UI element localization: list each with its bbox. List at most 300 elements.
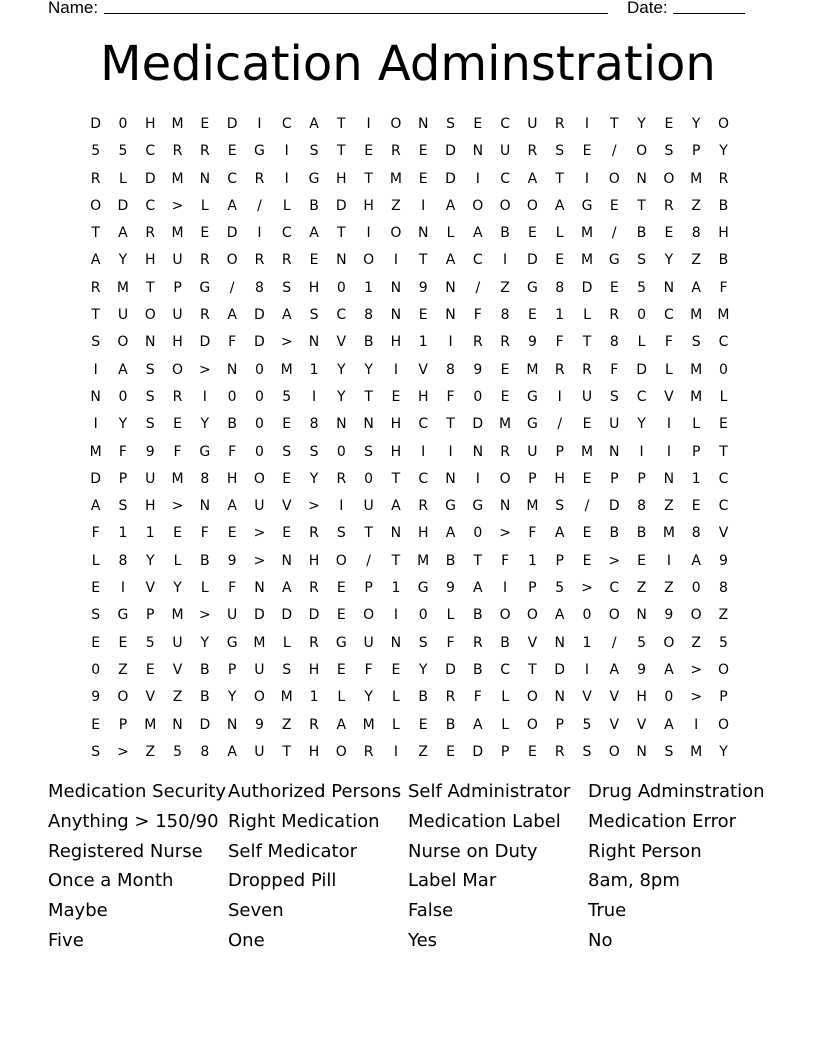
grid-letter: D	[554, 661, 566, 678]
grid-letter: T	[446, 416, 455, 433]
grid-letter: U	[254, 743, 265, 760]
grid-letter: M	[690, 170, 703, 187]
grid-letter: 0	[118, 388, 128, 405]
grid-letter: C	[500, 170, 510, 187]
grid-letter: A	[336, 716, 347, 733]
grid-letter: E	[719, 416, 728, 433]
grid-letter: 0	[691, 580, 701, 597]
grid-letter: D	[199, 334, 211, 351]
grid-letter: R	[472, 634, 483, 651]
grid-letter: >	[171, 498, 184, 515]
grid-letter: U	[363, 634, 374, 651]
grid-letter: N	[554, 689, 565, 706]
grid-letter: D	[636, 361, 647, 378]
grid-letter: 0	[254, 361, 264, 378]
grid-letter: E	[664, 225, 674, 242]
grid-letter: V	[145, 580, 156, 597]
grid-letter: /	[611, 634, 617, 651]
grid-letter: A	[309, 116, 319, 132]
grid-letter: V	[336, 334, 347, 351]
grid-letter: S	[282, 279, 292, 296]
grid-letter: R	[309, 525, 319, 542]
grid-row	[82, 466, 737, 493]
grid-letter: D	[226, 116, 238, 132]
grid-letter: L	[173, 552, 182, 569]
grid-letter: F	[228, 580, 237, 597]
grid-row	[82, 602, 737, 629]
grid-letter: O	[335, 743, 347, 760]
grid-letter: D	[445, 143, 456, 160]
grid-letter: I	[257, 116, 262, 132]
grid-letter: P	[555, 716, 564, 733]
grid-letter: R	[500, 334, 510, 351]
grid-letter: V	[609, 689, 620, 706]
grid-letter: C	[500, 661, 510, 678]
grid-letter: /	[584, 498, 590, 515]
grid-letter: P	[555, 552, 564, 569]
grid-letter: Z	[664, 498, 674, 515]
grid-row	[82, 575, 737, 602]
grid-letter: Y	[637, 116, 646, 132]
grid-letter: L	[501, 689, 509, 706]
grid-letter: Z	[500, 279, 510, 296]
grid-letter: E	[582, 470, 592, 487]
word-list-item: Nurse on Duty	[408, 840, 538, 862]
grid-letter: B	[718, 197, 729, 214]
grid-letter: A	[473, 225, 483, 242]
grid-letter: N	[226, 716, 238, 733]
grid-letter: V	[172, 661, 183, 678]
grid-letter: Z	[691, 252, 701, 269]
grid-letter: 9	[637, 661, 647, 678]
grid-row	[82, 411, 737, 438]
grid-letter: H	[144, 116, 156, 132]
grid-letter: 0	[719, 361, 728, 378]
grid-row	[82, 439, 737, 466]
grid-letter: E	[91, 716, 101, 733]
grid-letter: 8	[691, 525, 701, 542]
grid-letter: M	[690, 743, 703, 760]
grid-letter: Y	[227, 689, 237, 706]
grid-letter: 5	[145, 634, 155, 651]
grid-letter: P	[173, 279, 182, 296]
word-column	[408, 777, 570, 956]
grid-letter: Y	[719, 743, 728, 760]
grid-letter: I	[584, 116, 590, 132]
worksheet-header	[48, 0, 768, 20]
grid-letter: 8	[254, 279, 264, 296]
grid-letter: E	[91, 634, 101, 651]
grid-letter: I	[366, 116, 371, 132]
grid-letter: E	[527, 307, 537, 324]
grid-letter: G	[199, 443, 211, 460]
grid-letter: 0	[364, 470, 374, 487]
grid-letter: A	[664, 716, 674, 733]
grid-letter: C	[472, 252, 483, 269]
grid-letter: G	[417, 580, 429, 597]
grid-letter: L	[501, 716, 509, 733]
grid-letter: P	[528, 470, 537, 487]
grid-letter: O	[526, 197, 538, 214]
grid-letter: Y	[337, 361, 346, 378]
grid-letter: S	[91, 334, 101, 351]
grid-letter: 8	[118, 552, 128, 569]
grid-row	[82, 384, 737, 411]
grid-letter: B	[609, 525, 620, 542]
grid-letter: N	[390, 279, 402, 296]
grid-letter: V	[145, 689, 156, 706]
grid-letter: O	[499, 197, 511, 214]
grid-letter: D	[199, 716, 211, 733]
grid-letter: R	[363, 743, 374, 760]
grid-letter: I	[120, 580, 126, 597]
grid-letter: B	[227, 416, 237, 433]
grid-letter: F	[555, 334, 564, 351]
grid-letter: T	[337, 143, 346, 160]
grid-letter: F	[200, 525, 209, 542]
grid-letter: 9	[446, 580, 455, 597]
grid-letter: T	[391, 470, 401, 487]
grid-letter: /	[611, 225, 617, 242]
grid-letter: O	[608, 607, 620, 624]
grid-letter: T	[418, 252, 428, 269]
grid-letter: 5	[637, 634, 647, 651]
grid-row	[82, 520, 737, 547]
grid-letter: N	[363, 416, 374, 433]
word-list-item: Medication Security	[48, 781, 227, 802]
grid-letter: M	[171, 116, 184, 132]
grid-letter: T	[473, 552, 483, 569]
grid-letter: G	[472, 498, 484, 515]
grid-letter: 5	[582, 716, 592, 733]
grid-letter: U	[363, 498, 374, 515]
grid-letter: H	[417, 525, 429, 542]
grid-letter: S	[609, 388, 619, 405]
grid-letter: P	[500, 743, 510, 760]
grid-letter: A	[281, 580, 292, 597]
grid-letter: 1	[555, 307, 565, 324]
grid-letter: Z	[145, 743, 156, 760]
grid-letter: U	[499, 143, 511, 160]
grid-letter: Y	[309, 470, 319, 487]
word-list-item: 8am, 8pm	[588, 870, 680, 892]
grid-letter: F	[528, 525, 537, 542]
grid-letter: E	[609, 279, 619, 296]
grid-letter: F	[228, 443, 237, 460]
grid-letter: E	[173, 416, 182, 433]
grid-letter: O	[690, 607, 702, 624]
grid-letter: E	[418, 716, 428, 733]
grid-letter: O	[717, 716, 729, 733]
grid-letter: C	[663, 307, 674, 324]
grid-letter: 0	[254, 388, 264, 405]
grid-letter: S	[282, 443, 292, 460]
grid-letter: H	[417, 388, 429, 405]
grid-letter: L	[282, 634, 291, 651]
word-list-item: Dropped Pill	[228, 870, 337, 892]
grid-letter: I	[421, 197, 426, 214]
grid-letter: H	[363, 197, 374, 214]
grid-letter: E	[391, 388, 401, 405]
grid-letter: M	[580, 443, 594, 460]
grid-letter: P	[555, 443, 564, 460]
grid-letter: U	[527, 116, 538, 132]
grid-letter: E	[282, 525, 292, 542]
grid-letter: Y	[418, 661, 428, 678]
grid-letter: G	[199, 279, 211, 296]
grid-letter: S	[145, 361, 155, 378]
grid-letter: P	[364, 580, 373, 597]
grid-letter: O	[636, 143, 648, 160]
grid-letter: 9	[227, 552, 237, 569]
grid-letter: M	[580, 225, 594, 242]
grid-letter: P	[227, 661, 237, 678]
grid-letter: O	[663, 634, 675, 651]
grid-letter: E	[527, 225, 537, 242]
grid-letter: >	[198, 607, 211, 624]
grid-letter: R	[445, 689, 456, 706]
grid-letter: L	[446, 225, 455, 242]
grid-letter: I	[448, 443, 453, 460]
grid-letter: >	[280, 334, 293, 351]
grid-letter: /	[229, 279, 235, 296]
grid-letter: N	[90, 388, 101, 405]
grid-letter: L	[282, 197, 291, 214]
grid-letter: N	[145, 334, 156, 351]
grid-letter: /	[475, 279, 481, 296]
grid-letter: A	[118, 225, 128, 242]
grid-letter: 0	[336, 279, 346, 296]
grid-letter: U	[172, 634, 183, 651]
grid-letter: 0	[336, 443, 346, 460]
grid-letter: >	[499, 525, 511, 542]
grid-letter: S	[364, 443, 374, 460]
grid-letter: R	[199, 252, 210, 269]
grid-letter: >	[690, 689, 703, 706]
grid-letter: Y	[337, 388, 346, 405]
grid-letter: H	[308, 743, 320, 760]
grid-letter: P	[146, 607, 155, 624]
grid-row	[82, 247, 737, 274]
grid-letter: T	[364, 170, 373, 187]
grid-letter: R	[145, 225, 156, 242]
grid-letter: S	[691, 334, 701, 351]
grid-letter: 1	[364, 279, 374, 296]
grid-letter: N	[663, 279, 675, 296]
grid-letter: I	[503, 580, 508, 597]
grid-letter: S	[664, 743, 674, 760]
grid-letter: R	[199, 307, 210, 324]
grid-letter: 8	[309, 416, 319, 433]
grid-letter: S	[582, 743, 592, 760]
grid-letter: T	[145, 279, 155, 296]
grid-letter: 8	[200, 743, 210, 760]
grid-letter: I	[557, 388, 562, 405]
grid-letter: V	[418, 361, 428, 378]
grid-letter: R	[199, 143, 210, 160]
grid-letter: B	[418, 689, 429, 706]
grid-letter: I	[93, 361, 98, 378]
grid-letter: C	[718, 470, 729, 487]
grid-letter: N	[172, 716, 183, 733]
grid-letter: 1	[145, 525, 155, 542]
grid-letter: A	[609, 661, 620, 678]
grid-letter: F	[610, 361, 619, 378]
grid-letter: O	[499, 470, 511, 487]
grid-row	[82, 548, 737, 575]
grid-letter: C	[281, 116, 292, 132]
grid-letter: >	[198, 361, 211, 378]
grid-letter: O	[226, 252, 238, 269]
word-column	[588, 777, 765, 956]
grid-letter: 8	[500, 307, 510, 324]
grid-letter: R	[472, 334, 483, 351]
grid-letter: C	[500, 116, 510, 132]
grid-letter: N	[554, 634, 565, 651]
grid-letter: S	[555, 143, 565, 160]
grid-letter: D	[472, 416, 484, 433]
grid-letter: N	[636, 607, 647, 624]
grid-letter: A	[227, 197, 237, 214]
grid-letter: E	[364, 143, 374, 160]
grid-letter: Y	[664, 252, 674, 269]
grid-row	[82, 684, 737, 711]
grid-letter: 0	[473, 388, 483, 405]
grid-letter: T	[364, 388, 373, 405]
grid-letter: D	[90, 116, 102, 132]
grid-letter: S	[309, 143, 319, 160]
grid-letter: F	[446, 634, 455, 651]
grid-letter: H	[336, 170, 347, 187]
grid-letter: Z	[172, 689, 183, 706]
grid-letter: V	[636, 716, 647, 733]
grid-letter: 5	[637, 279, 647, 296]
grid-letter: >	[581, 580, 593, 597]
grid-letter: I	[284, 170, 289, 187]
grid-letter: I	[93, 416, 98, 433]
grid-letter: D	[608, 498, 620, 515]
grid-letter: T	[282, 743, 291, 760]
grid-letter: M	[280, 361, 293, 378]
grid-letter: R	[336, 470, 347, 487]
grid-letter: P	[719, 689, 728, 706]
grid-letter: E	[200, 225, 210, 242]
grid-letter: R	[309, 580, 319, 597]
grid-letter: V	[664, 388, 674, 405]
grid-letter: U	[254, 498, 265, 515]
grid-letter: U	[254, 661, 265, 678]
grid-letter: H	[308, 661, 320, 678]
grid-letter: A	[227, 743, 237, 760]
grid-letter: 8	[555, 279, 565, 296]
grid-letter: N	[390, 525, 402, 542]
grid-letter: M	[690, 307, 703, 324]
grid-letter: R	[718, 170, 729, 187]
grid-letter: M	[717, 307, 730, 324]
grid-letter: I	[475, 470, 480, 487]
grid-letter: R	[254, 252, 265, 269]
grid-letter: 5	[282, 388, 292, 405]
grid-letter: C	[281, 225, 292, 242]
grid-letter: L	[555, 225, 564, 242]
word-list-item: One	[228, 929, 265, 951]
grid-letter: O	[363, 252, 375, 269]
grid-letter: A	[554, 607, 565, 624]
grid-letter: N	[417, 116, 429, 132]
grid-letter: 9	[664, 607, 674, 624]
grid-letter: L	[392, 689, 400, 706]
grid-letter: E	[282, 416, 292, 433]
grid-letter: E	[418, 143, 428, 160]
grid-letter: E	[691, 498, 701, 515]
grid-letter: M	[171, 170, 184, 187]
grid-letter: T	[610, 116, 619, 132]
grid-letter: 0	[227, 388, 237, 405]
grid-letter: H	[308, 552, 320, 569]
grid-letter: A	[473, 580, 483, 597]
grid-letter: R	[554, 116, 565, 132]
grid-letter: 0	[254, 443, 264, 460]
grid-letter: G	[445, 498, 456, 515]
grid-letter: P	[691, 143, 701, 160]
grid-letter: H	[390, 334, 402, 351]
grid-letter: A	[691, 552, 701, 569]
grid-letter: I	[311, 388, 317, 405]
grid-letter: 9	[254, 716, 264, 733]
grid-letter: /	[557, 416, 563, 433]
grid-letter: R	[664, 197, 674, 214]
grid-letter: Z	[664, 580, 674, 597]
grid-letter: C	[718, 498, 729, 515]
grid-letter: A	[90, 498, 101, 515]
grid-letter: 9	[527, 334, 537, 351]
grid-letter: Y	[118, 252, 128, 269]
grid-letter: B	[473, 607, 483, 624]
grid-letter: N	[281, 552, 292, 569]
grid-letter: B	[473, 661, 483, 678]
grid-letter: I	[393, 252, 398, 269]
word-list-item: Anything > 150/90	[48, 810, 219, 832]
grid-letter: M	[690, 388, 703, 405]
grid-letter: C	[145, 197, 156, 214]
word-list-item: Medication Label	[408, 810, 561, 832]
grid-letter: L	[719, 388, 728, 405]
grid-letter: H	[636, 689, 647, 706]
grid-letter: Z	[691, 197, 701, 214]
grid-letter: 9	[145, 443, 155, 460]
grid-letter: M	[526, 498, 539, 515]
grid-letter: S	[145, 416, 155, 433]
grid-letter: R	[309, 716, 319, 733]
grid-letter: N	[609, 443, 620, 460]
grid-letter: D	[281, 607, 293, 624]
grid-letter: E	[309, 252, 319, 269]
grid-letter: L	[119, 170, 127, 187]
grid-letter: M	[417, 552, 430, 569]
grid-letter: Y	[200, 416, 210, 433]
grid-letter: 5	[555, 580, 565, 597]
grid-letter: O	[90, 197, 102, 214]
letter-grid	[82, 111, 737, 766]
grid-letter: H	[144, 498, 156, 515]
grid-letter: A	[118, 361, 128, 378]
grid-letter: F	[173, 443, 182, 460]
grid-letter: M	[280, 689, 293, 706]
word-list-item: Medication Error	[588, 810, 737, 832]
grid-letter: N	[226, 361, 238, 378]
word-list-item: Right Person	[588, 840, 702, 862]
grid-letter: V	[718, 525, 729, 542]
